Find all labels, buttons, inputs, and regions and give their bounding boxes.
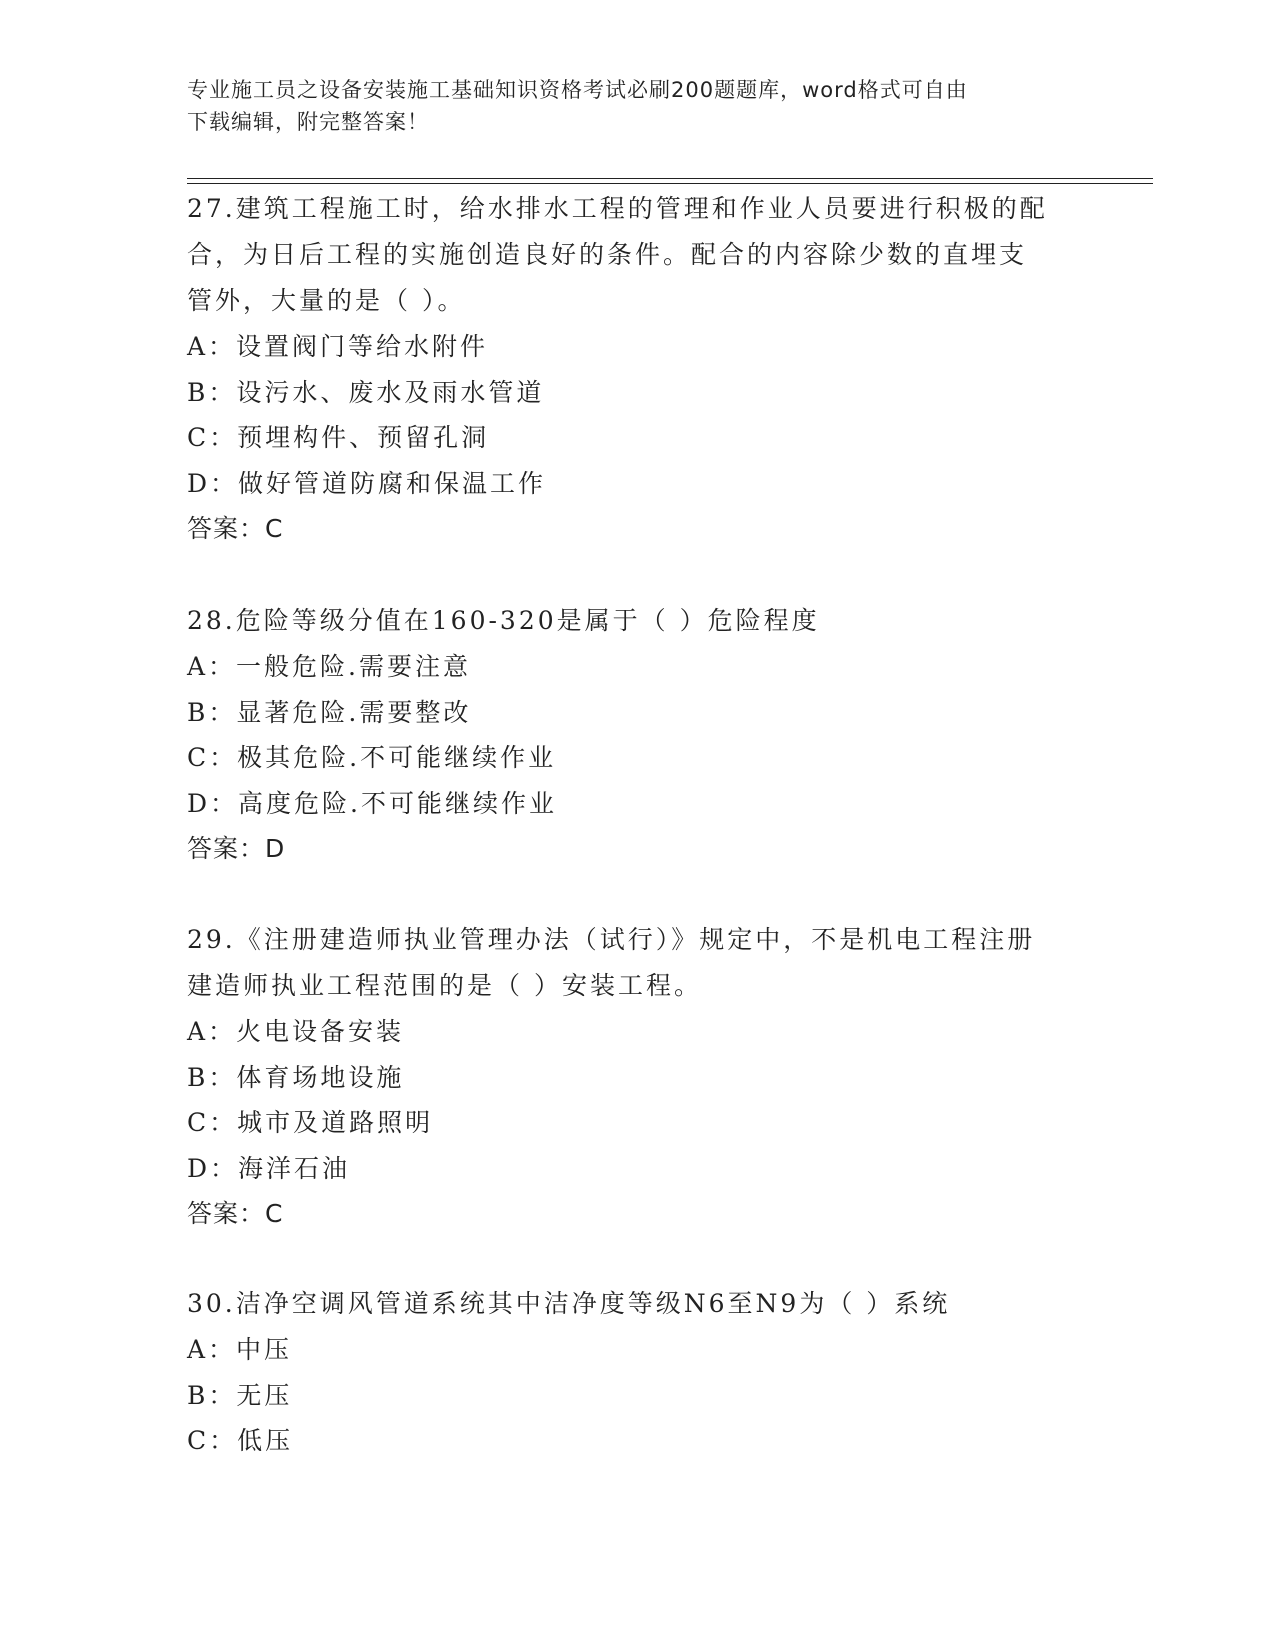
option-b: B：无压 [187,1380,293,1410]
header-divider-bottom [187,183,1153,184]
option-b: B：显著危险.需要整改 [187,697,472,727]
option-a: A：一般危险.需要注意 [187,652,472,681]
option-b: B：设污水、废水及雨水管道 [187,377,545,407]
question-27 [187,186,1087,552]
answer: 答案：C [187,1199,284,1228]
option-a: A：中压 [187,1335,293,1364]
option-c: C：城市及道路照明 [187,1108,434,1137]
question-30 [187,1281,1087,1464]
question-text-line: 管外，大量的是（ ）。 [187,286,466,315]
header-line-1: 专业施工员之设备安装施工基础知识资格考试必刷200题题库，word格式可自由 [187,78,968,102]
option-b: B：体育场地设施 [187,1062,405,1092]
option-c: C：低压 [187,1426,294,1455]
question-text-line: 30.洁净空调风管道系统其中洁净度等级N6至N9为（ ）系统 [187,1289,951,1318]
document-header [187,74,1087,138]
header-line-2: 下载编辑，附完整答案！ [187,110,429,134]
answer: 答案：D [187,834,286,863]
question-text-line: 29.《注册建造师执业管理办法（试行）》规定中，不是机电工程注册 [187,925,1036,954]
option-d: D：海洋石油 [187,1153,351,1183]
question-text-line: 建造师执业工程范围的是（ ）安装工程。 [187,971,702,1000]
answer: 答案：C [187,514,284,543]
option-a: A：火电设备安装 [187,1017,405,1046]
question-28 [187,598,1087,872]
question-text-line: 28.危险等级分值在160-320是属于（ ）危险程度 [187,606,820,635]
question-text-line: 27.建筑工程施工时，给水排水工程的管理和作业人员要进行积极的配 [187,194,1048,223]
option-d: D：做好管道防腐和保温工作 [187,468,547,498]
option-c: C：极其危险.不可能继续作业 [187,743,557,772]
question-text-line: 合，为日后工程的实施创造良好的条件。配合的内容除少数的直埋支 [187,240,1028,269]
option-a: A：设置阀门等给水附件 [187,332,489,361]
option-c: C：预埋构件、预留孔洞 [187,423,490,452]
option-d: D：高度危险.不可能继续作业 [187,788,557,818]
header-divider-top [187,178,1153,179]
question-29 [187,917,1087,1237]
